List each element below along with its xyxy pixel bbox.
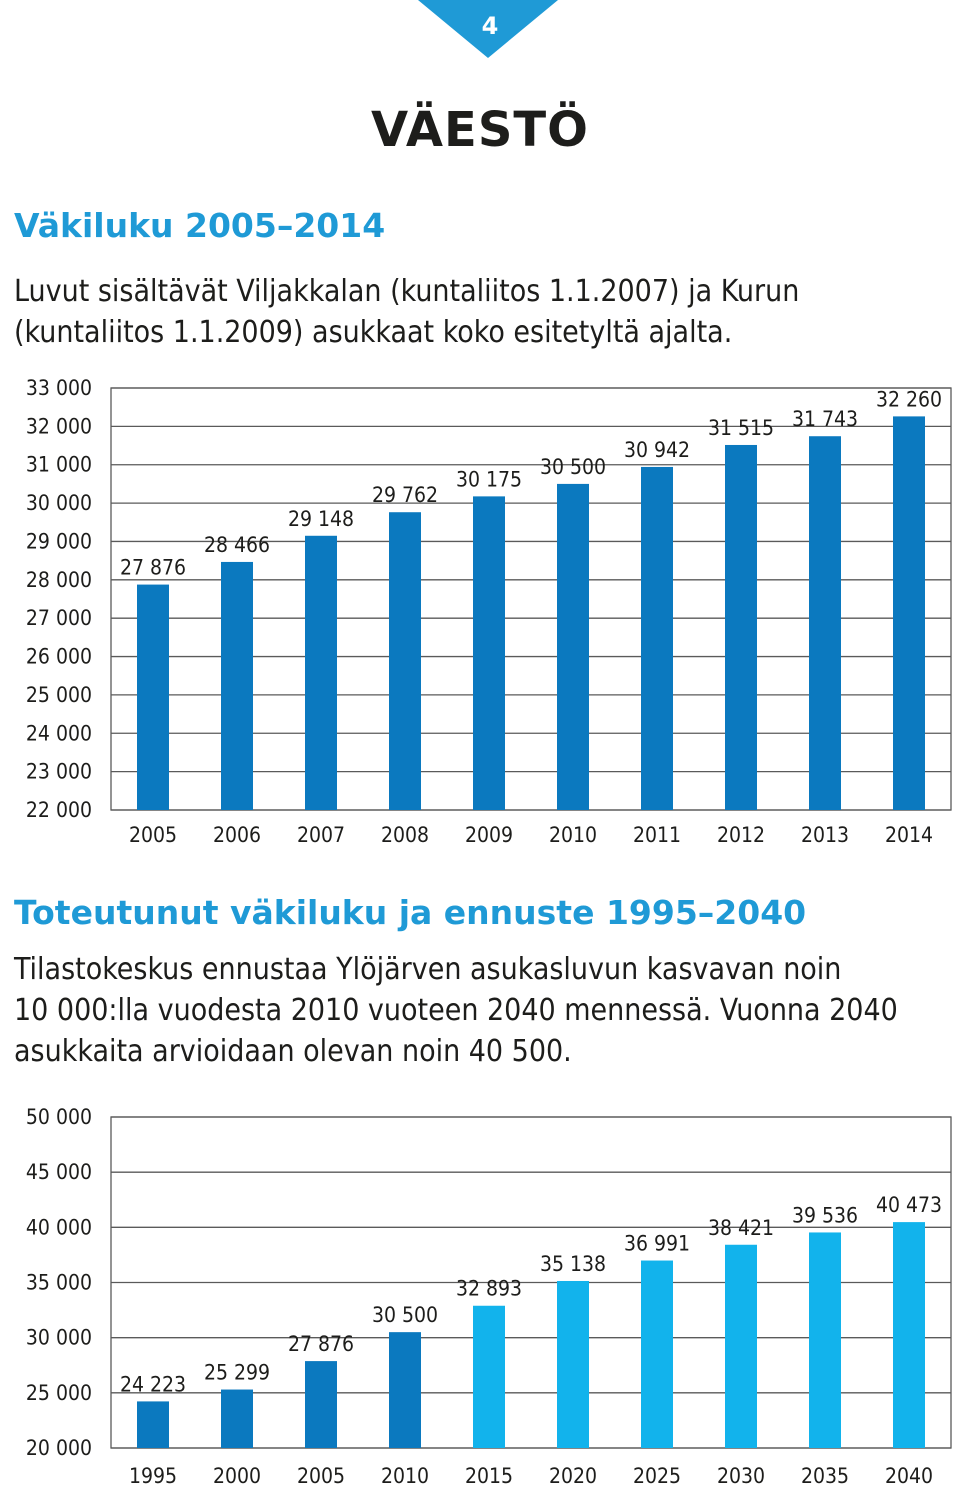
y-tick-label: 33 000: [25, 376, 92, 400]
section-heading-population: Väkiluku 2005–2014: [14, 206, 386, 245]
bar-value-label: 25 299: [203, 1360, 271, 1385]
bar: [725, 445, 757, 810]
bar: [641, 1261, 673, 1448]
bar: [893, 1222, 925, 1448]
bar: [221, 562, 253, 810]
x-tick-label: 2010: [548, 823, 598, 847]
y-tick-label: 40 000: [25, 1215, 92, 1240]
bar-value-label: 32 260: [875, 387, 943, 412]
bar: [725, 1245, 757, 1448]
bar: [473, 496, 505, 810]
x-tick-label: 2011: [632, 823, 682, 847]
bar: [389, 1332, 421, 1448]
bar: [809, 436, 841, 810]
bar-value-label: 30 500: [539, 454, 607, 479]
bar: [557, 1281, 589, 1448]
section-text-population: [14, 271, 799, 353]
y-tick-label: 28 000: [25, 567, 92, 592]
bar-value-label: 36 991: [623, 1231, 691, 1256]
x-tick-label: 2013: [800, 823, 850, 847]
y-tick-label: 26 000: [25, 644, 92, 669]
y-tick-label: 31 000: [25, 452, 92, 477]
y-tick-label: 29 000: [25, 529, 92, 554]
y-tick-label: 25 000: [25, 1380, 92, 1405]
x-tick-label: 2005: [296, 1464, 346, 1488]
y-tick-label: 22 000: [25, 798, 92, 822]
bar: [809, 1232, 841, 1448]
bar-value-label: 27 876: [287, 1332, 355, 1357]
page-title: VÄESTÖ: [371, 102, 589, 158]
section-heading-forecast: Toteutunut väkiluku ja ennuste 1995–2040: [14, 893, 807, 932]
y-tick-label: 30 000: [25, 491, 92, 516]
x-tick-label: 2007: [296, 823, 346, 847]
y-tick-label: 27 000: [25, 606, 92, 631]
y-tick-label: 25 000: [25, 682, 92, 707]
y-tick-label: 23 000: [25, 759, 92, 784]
text-line: Luvut sisältävät Viljakkalan (kuntaliitos 1.1.2007) ja Kurun: [14, 274, 800, 309]
bar: [893, 416, 925, 810]
section-text-forecast: [14, 949, 898, 1072]
page-number: 4: [481, 12, 499, 40]
x-tick-label: 2035: [800, 1464, 850, 1488]
population-forecast-bar-chart-1995-2040: [0, 1090, 960, 1489]
bar-value-label: 29 148: [287, 506, 355, 531]
x-tick-label: 2008: [380, 823, 430, 847]
bar-value-label: 31 515: [707, 415, 775, 440]
x-tick-label: 2014: [884, 823, 934, 847]
bar-value-label: 30 175: [455, 467, 523, 492]
y-tick-label: 45 000: [25, 1160, 92, 1185]
bar-value-label: 28 466: [203, 532, 271, 557]
bar-value-label: 32 893: [455, 1276, 523, 1301]
bar: [137, 585, 169, 810]
bar-value-label: 39 536: [791, 1203, 859, 1228]
x-tick-label: 2030: [716, 1464, 766, 1488]
bar-value-label: 35 138: [539, 1251, 607, 1276]
x-tick-label: 2009: [464, 823, 514, 847]
x-tick-label: 2000: [212, 1464, 262, 1488]
text-line: 10 000:lla vuodesta 2010 vuoteen 2040 mennessä. Vuonna 2040: [14, 993, 898, 1028]
x-tick-label: 2005: [128, 823, 178, 847]
bar: [557, 484, 589, 810]
x-tick-label: 2015: [464, 1464, 514, 1488]
y-tick-label: 35 000: [25, 1270, 92, 1295]
bar-value-label: 30 942: [623, 437, 691, 462]
x-tick-label: 2006: [212, 823, 262, 847]
text-line: Tilastokeskus ennustaa Ylöjärven asukasluvun kasvavan noin: [14, 952, 842, 987]
bar: [305, 536, 337, 810]
x-tick-label: 2020: [548, 1464, 598, 1488]
bar-value-label: 31 743: [791, 407, 859, 432]
bar-value-label: 29 762: [371, 483, 439, 508]
bar-value-label: 38 421: [707, 1215, 775, 1240]
bar: [137, 1401, 169, 1448]
y-tick-label: 30 000: [25, 1325, 92, 1350]
x-tick-label: 2012: [716, 823, 766, 847]
text-line: (kuntaliitos 1.1.2009) asukkaat koko esitetyltä ajalta.: [14, 315, 733, 350]
x-tick-label: 2025: [632, 1464, 682, 1488]
bar-value-label: 27 876: [119, 555, 187, 580]
y-tick-label: 20 000: [25, 1436, 92, 1460]
bar: [641, 467, 673, 810]
x-tick-label: 2040: [884, 1464, 934, 1488]
text-line: asukkaita arvioidaan olevan noin 40 500.: [14, 1034, 572, 1069]
y-tick-label: 50 000: [25, 1105, 92, 1129]
bar: [473, 1306, 505, 1448]
bar-value-label: 24 223: [119, 1372, 187, 1397]
bar-value-label: 30 500: [371, 1303, 439, 1328]
bar: [305, 1361, 337, 1448]
y-tick-label: 24 000: [25, 721, 92, 746]
x-tick-label: 2010: [380, 1464, 430, 1488]
bar: [389, 512, 421, 810]
x-tick-label: 1995: [128, 1464, 178, 1488]
y-tick-label: 32 000: [25, 414, 92, 439]
bar: [221, 1390, 253, 1448]
population-bar-chart-2005-2014: [0, 360, 960, 850]
bar-value-label: 40 473: [875, 1193, 943, 1218]
